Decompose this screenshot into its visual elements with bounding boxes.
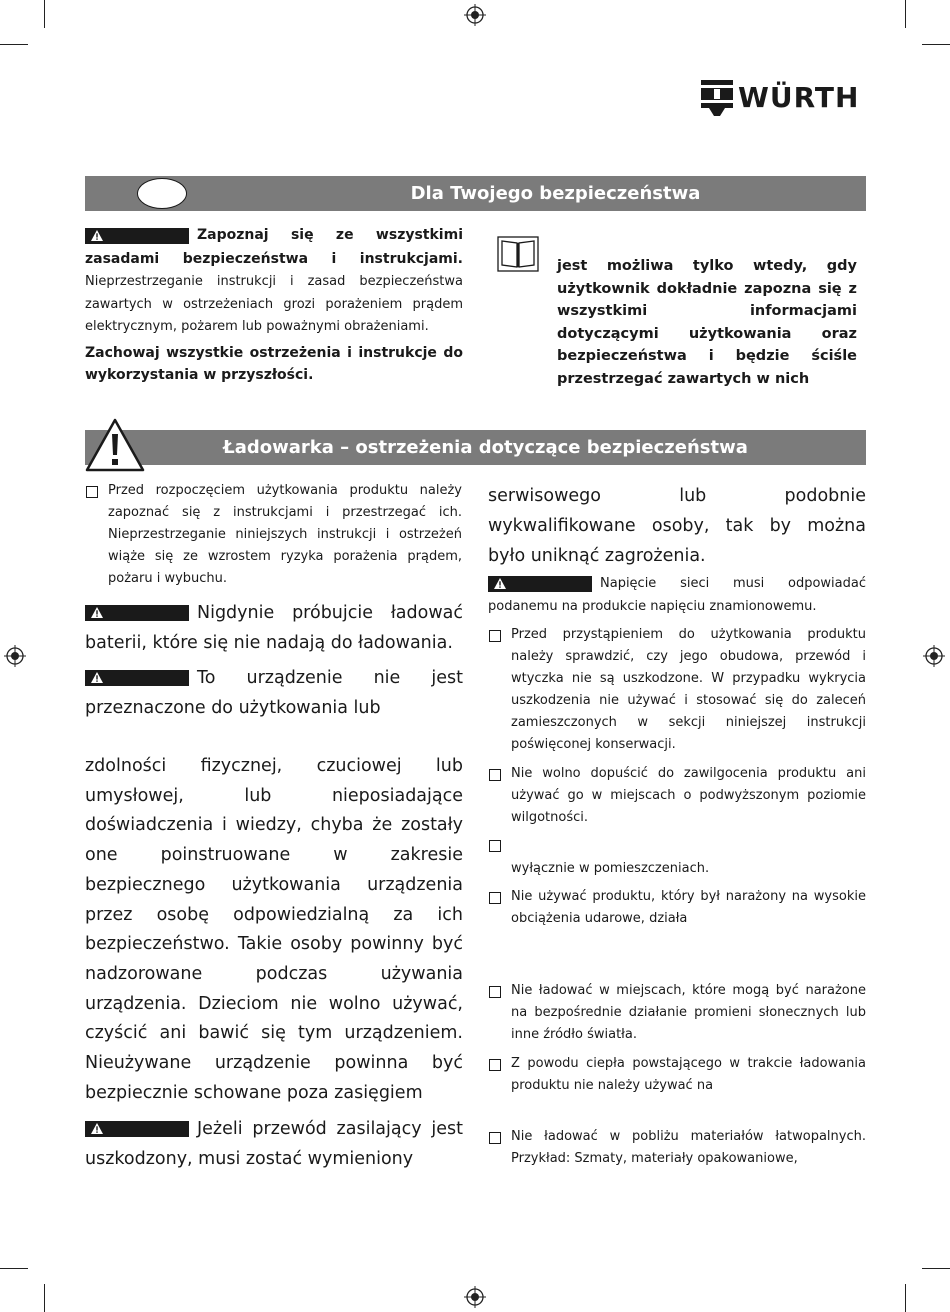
brand-name: WÜRTH (738, 81, 860, 114)
crop-mark (0, 44, 28, 45)
paragraph: zdolności fizycznej, czuciowej lub umysłowej, lub nieposiadające doświadczenia i wiedzy, chyba że zostały one poinstruowane w zakresie bezpiecznego użytkowania urządzenia przez osobę odpowiedzialną za ich bezpieczeństwo. Takie osoby powinny być nadzorowane podczas używania urządzenia. Dzieciom nie wolno używać, czyścić ani bawić się tym urządzeniem. Nieużywane urządzenie powinna być bezpiecznie schowane poza zasięgiem (85, 756, 463, 1103)
warning-triangle-icon (90, 671, 104, 684)
bullet-box (489, 840, 501, 852)
crop-mark (0, 1268, 28, 1269)
crop-mark (922, 44, 950, 45)
bullet-box (489, 769, 501, 781)
warning-label (85, 228, 189, 244)
list-item: Z powodu ciepła powstającego w trakcie ładowania produktu nie należy używać na (511, 1056, 866, 1093)
warning-block (85, 1114, 463, 1174)
bullet-box (489, 986, 501, 998)
registration-mark-icon (464, 1286, 486, 1308)
list-item: Przed rozpoczęciem użytkowania produktu należy zapoznać się z instrukcjami i przestrzegać ich. Nieprzestrzeganie niniejszych instrukcji i ostrzeżeń wiąże się ze wzrostem ryzyka porażenia prądem, pożaru i wybuchu. (108, 483, 462, 586)
warning-label (85, 605, 189, 621)
registration-mark-icon (4, 645, 26, 667)
registration-mark-icon (923, 645, 945, 667)
section-header-safety (85, 176, 866, 211)
crop-mark (905, 0, 906, 28)
warning-text: To urządzenie nie jest przeznaczone do użytkowania lub (85, 668, 463, 718)
list-item: Nie używać produktu, który był narażony na wysokie obciążenia udarowe, działa (511, 889, 866, 926)
warning-text: Jeżeli przewód zasilający jest uszkodzony, musi zostać wymieniony (85, 1119, 463, 1169)
bullet-box (489, 892, 501, 904)
book-icon (497, 236, 539, 272)
crop-mark (905, 1284, 906, 1312)
warning-block (85, 663, 463, 723)
bullet-box (86, 486, 98, 498)
list-item: Nie ładować w pobliżu materiałów łatwopalnych. Przykład: Szmaty, materiały opakowaniowe, (511, 1129, 866, 1166)
list-item: wyłącznie w pomieszczeniach. (511, 861, 710, 876)
crop-mark (44, 0, 45, 28)
crop-mark (922, 1268, 950, 1269)
warning-label (488, 576, 592, 592)
warning-text: Nieprzestrzeganie instrukcji i zasad bezpieczeństwa zawartych w ostrzeżeniach grozi porażeniem prądem elektrycznym, pożarem lub poważnymi obrażeniami. (85, 274, 463, 334)
keep-instructions-text: Zachowaj wszystkie ostrzeżenia i instrukcje do wykorzystania w przyszłości. (85, 345, 463, 383)
brand-logo (700, 80, 868, 116)
language-oval (137, 178, 187, 209)
warning-block (488, 573, 866, 618)
warning-label (85, 1121, 189, 1137)
warning-label (85, 670, 189, 686)
warning-bold-text: Zapoznaj się ze wszystkimi zasadami bezpieczeństwa i instrukcjami. (85, 227, 463, 267)
warning-triangle-icon (84, 417, 146, 473)
list-item: Nie ładować w miejscach, które mogą być narażone na bezpośrednie działanie promieni słonecznych lub inne źródło światła. (511, 983, 866, 1042)
bullet-box (489, 1059, 501, 1071)
list-item: Nie wolno dopuścić do zawilgocenia produktu ani używać go w miejscach o podwyższonym poziomie wilgotności. (511, 766, 866, 825)
wurth-logo-icon (700, 80, 734, 116)
warning-triangle-icon (90, 1122, 104, 1135)
registration-mark-icon (464, 4, 486, 26)
bullet-box (489, 1132, 501, 1144)
warning-text: Nigdynie próbujcie ładować baterii, które się nie nadają do ładowania. (85, 603, 463, 653)
bullet-box (489, 630, 501, 642)
crop-mark (44, 1284, 45, 1312)
section-title: Ładowarka – ostrzeżenia dotyczące bezpieczeństwa (223, 437, 748, 458)
warning-triangle-icon (90, 606, 104, 619)
warning-triangle-icon (90, 229, 104, 242)
list-item: Przed przystąpieniem do użytkowania produktu należy sprawdzić, czy jego obudowa, przewód i wtyczka nie są uszkodzone. W przypadku wykrycia uszkodzenia nie używać i stosować się do zaleceń zamieszczonych w sekcji niniejszej instrukcji poświęconej konserwacji. (511, 627, 866, 752)
section-title: Dla Twojego bezpieczeństwa (410, 183, 701, 204)
section-header-charger (85, 430, 866, 465)
warning-triangle-icon (493, 577, 507, 590)
warning-block (85, 598, 463, 658)
warning-text: Napięcie sieci musi odpowiadać podanemu na produkcie napięciu znamionowemu. (488, 576, 866, 614)
paragraph: serwisowego lub podobnie wykwalifikowane osoby, tak by można było uniknąć zagrożenia. (488, 486, 866, 566)
book-note-text: jest możliwa tylko wtedy, gdy użytkownik dokładnie zapozna się z wszystkimi informacjami dotyczącymi użytkowania oraz bezpieczeństwa i będzie ściśle przestrzegać zawartych w nich (557, 258, 857, 387)
warning-block (85, 224, 463, 339)
